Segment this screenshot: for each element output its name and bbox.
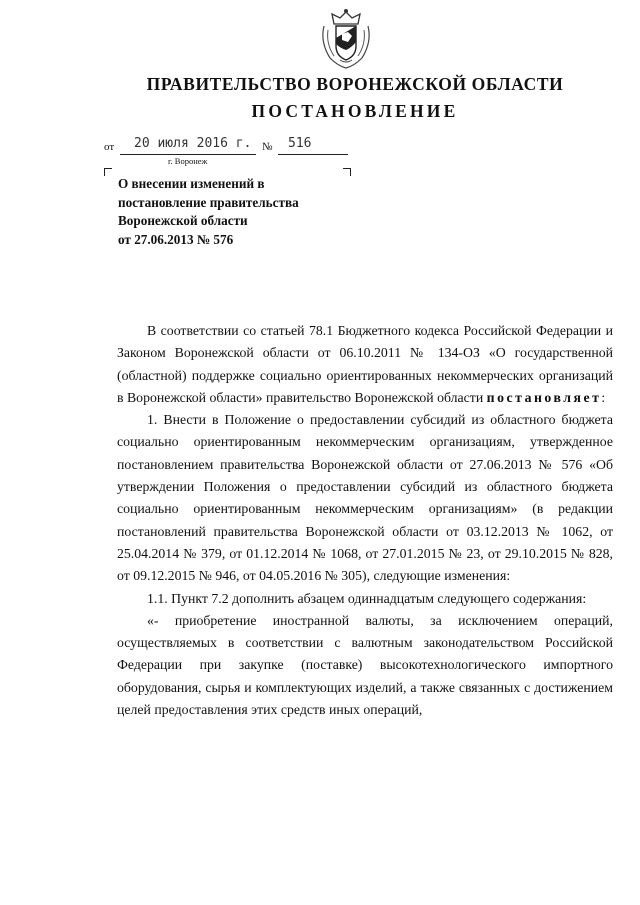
- government-title: ПРАВИТЕЛЬСТВО ВОРОНЕЖСКОЙ ОБЛАСТИ: [146, 74, 564, 94]
- right-corner-bracket: [343, 168, 351, 176]
- date-value: 20 июля 2016 г.: [134, 136, 252, 151]
- subject-line: Воронежской области: [118, 213, 248, 228]
- subject-block: [118, 175, 299, 249]
- left-corner-bracket: [104, 168, 112, 176]
- preamble-colon: :: [601, 389, 606, 405]
- city-label: г. Воронеж: [168, 156, 208, 166]
- coat-of-arms-emblem: [318, 4, 374, 70]
- item-1-paragraph: 1. Внести в Положение о предоставлении субсидий из областного бюджета социально ориентированным некоммерческим организациям, утвержденное постановлением правительства Воронежской области от 27.06.2013 № 576 «Об утверждении Положения о предоставлении субсидий из областного бюджета социально ориентированным некоммерческим организациям» (в редакции постановлений правительства Воронежской области от 03.12.2013 № 1062, от 25.04.2014 № 379, от 01.12.2014 № 1068, от 27.01.2015 № 23, от 29.10.2015 № 828, от 09.12.2015 № 946, от 04.05.2016 № 305), следующие изменения:: [117, 412, 613, 584]
- date-underline: [120, 154, 256, 155]
- subject-line: О внесении изменений в: [118, 176, 265, 191]
- decrees-word: постановляет: [486, 389, 602, 405]
- from-label: от: [104, 141, 115, 153]
- subject-line: постановление правительства: [118, 194, 299, 210]
- quote-paragraph: «- приобретение иностранной валюты, за исключением операций, осуществляемых в соответствии с валютным законодательством Российской Федерации при закупке (поставке) высокотехнологического импортного оборудования, сырья и комплектующих изделий, а также связанных с достижением целей предоставления этих средств иных операций,: [117, 612, 613, 718]
- number-label: №: [262, 141, 273, 153]
- item-1-1-paragraph: 1.1. Пункт 7.2 дополнить абзацем одиннадцатым следующего содержания:: [147, 590, 587, 606]
- preamble-text: В соответствии со статьей 78.1 Бюджетного кодекса Российской Федерации и Законом Воронежской области от 06.10.2011 № 134-ОЗ «О государственной (областной) поддержке социально ориентированных некоммерческих организаций в Воронежской области» правительство Воронежской области: [117, 323, 613, 405]
- number-underline: [278, 154, 348, 155]
- document-type: ПОСТАНОВЛЕНИЕ: [251, 101, 459, 121]
- document-body: [117, 320, 613, 721]
- number-value: 516: [288, 136, 312, 151]
- subject-line: от 27.06.2013 № 576: [118, 231, 234, 247]
- preamble-paragraph: [117, 320, 613, 409]
